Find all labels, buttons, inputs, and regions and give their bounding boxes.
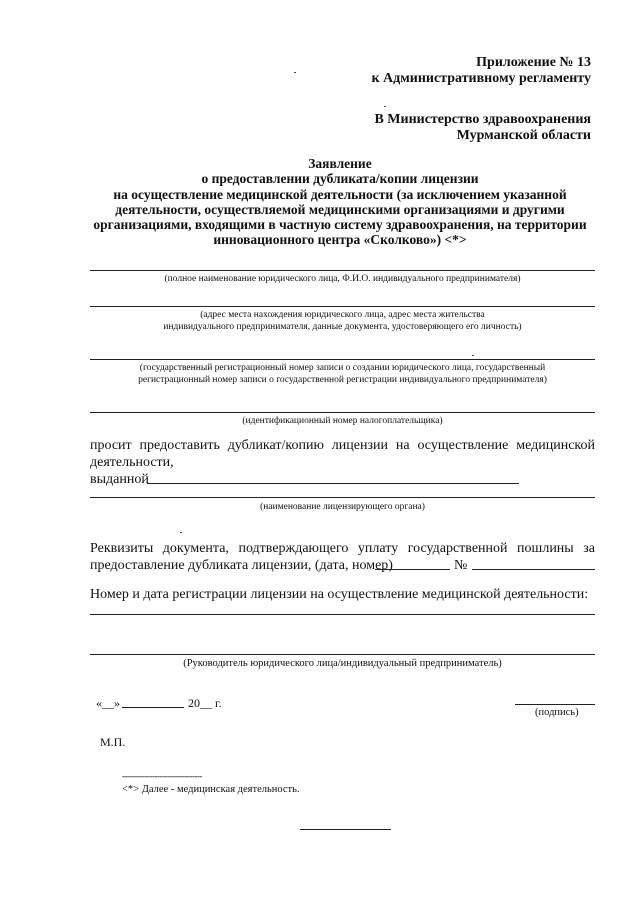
title-line: организациями, входящими в частную систему здравоохранения, на территории xyxy=(93,217,587,233)
request-line2: деятельности, xyxy=(90,455,174,470)
title-line: о предоставлении дубликата/копии лицензии xyxy=(201,171,479,187)
address-caption-line1: (адрес места нахождения юридического лица, адрес места жительства xyxy=(200,310,485,320)
address-line[interactable] xyxy=(90,306,595,307)
head-name-line[interactable] xyxy=(90,654,595,655)
registration-caption-line2: регистрационный номер записи о государственной регистрации индивидуального предпринимателя) xyxy=(138,375,547,385)
payment-number-line[interactable] xyxy=(472,569,595,570)
payment-line2-label: предоставление дубликата лицензии, (дата, номер) xyxy=(90,558,393,573)
request-line1: просит предоставить дубликат/копию лицензии на осуществление медицинской xyxy=(90,438,595,453)
inn-line[interactable] xyxy=(90,412,595,413)
issuer-line[interactable] xyxy=(90,497,595,498)
issued-by-line[interactable] xyxy=(147,483,519,484)
issued-by-label: выданной xyxy=(90,472,149,487)
footnote-separator: -------------------------------- xyxy=(122,771,202,781)
scan-speck xyxy=(180,532,182,533)
date-day: «__» xyxy=(96,696,120,710)
full-name-caption: (полное наименование юридического лица, Ф.И.О. индивидуального предпринимателя) xyxy=(164,274,521,284)
full-name-line[interactable] xyxy=(90,270,595,271)
footnote-text: <*> Далее - медицинская деятельность. xyxy=(122,784,300,795)
registration-number-line[interactable] xyxy=(90,359,595,360)
title-line: на осуществление медицинской деятельности (за исключением указанной xyxy=(113,186,567,202)
scan-speck xyxy=(472,355,474,356)
title-heading: Заявление xyxy=(308,156,372,171)
appendix-reference: к Административному регламенту xyxy=(371,71,591,86)
license-registration-line[interactable] xyxy=(90,614,595,615)
addressee-line2: Мурманской области xyxy=(456,128,591,143)
scan-speck xyxy=(294,72,296,73)
signature-caption: (подпись) xyxy=(535,707,579,718)
title-line: деятельности, осуществляемой медицинскими организациями и другими xyxy=(115,201,565,217)
address-caption xyxy=(90,309,595,333)
seal-mark: М.П. xyxy=(100,735,126,749)
page-end-rule xyxy=(300,829,391,830)
addressee-line1: В Министерство здравоохранения xyxy=(374,112,591,127)
inn-caption: (идентификационный номер налогоплательщика) xyxy=(242,416,443,426)
title-line: инновационного центра «Сколково») <*> xyxy=(213,232,467,248)
registration-caption xyxy=(90,362,595,386)
payment-date-line[interactable] xyxy=(375,569,450,570)
address-caption-line2: индивидуального предпринимателя, данные документа, удостоверяющего его личность) xyxy=(163,322,522,332)
date-month-line[interactable] xyxy=(122,707,184,708)
registration-caption-line1: (государственный регистрационный номер записи о создании юридического лица, государственный xyxy=(139,363,546,373)
date-year: 20__ г. xyxy=(188,696,222,710)
head-caption: (Руководитель юридического лица/индивидуальный предприниматель) xyxy=(183,658,502,669)
license-registration-label: Номер и дата регистрации лицензии на осуществление медицинской деятельности: xyxy=(90,587,589,602)
issuer-caption: (наименование лицензирующего органа) xyxy=(260,502,425,512)
payment-number-sign: № xyxy=(454,558,468,573)
appendix-number: Приложение № 13 xyxy=(476,55,591,70)
application-title xyxy=(60,156,620,248)
payment-line1: Реквизиты документа, подтверждающего уплату государственной пошлины за xyxy=(90,541,595,556)
scan-speck xyxy=(384,106,386,107)
signature-line[interactable] xyxy=(515,704,595,705)
